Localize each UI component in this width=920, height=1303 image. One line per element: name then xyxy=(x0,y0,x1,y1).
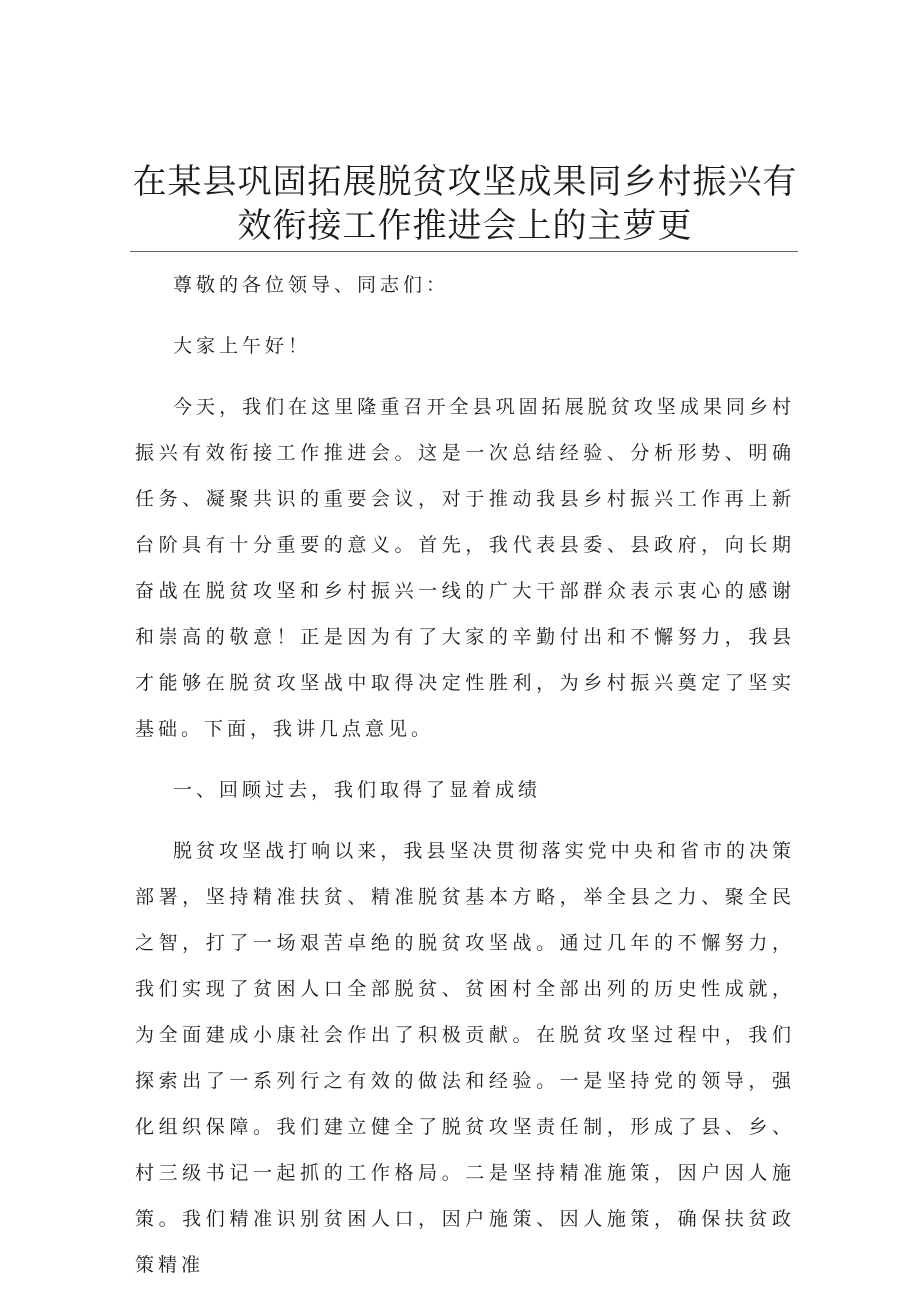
document-title: 在某县巩固拓展脱贫攻坚成果同乡村振兴有效衔接工作推进会上的主萝更 xyxy=(132,162,798,246)
title-divider xyxy=(130,251,798,252)
document-body xyxy=(135,262,795,1303)
greeting-paragraph: 大家上午好！ xyxy=(173,335,312,357)
opening-paragraph: 今天，我们在这里隆重召开全县巩固拓展脱贫攻坚成果同乡村振兴有效衔接工作推进会。这是一次总结经验、分析形势、明确任务、凝聚共识的重要会议，对于推动我县乡村振兴工作再上新台阶具有十分重要的意义。首先，我代表县委、县政府，向长期奋战在脱贫攻坚和乡村振兴一线的广大干部群众表示衷心的感谢和崇高的敬意！正是因为有了大家的辛勤付出和不懈努力，我县才能够在脱贫攻坚战中取得决定性胜利，为乡村振兴奠定了坚实基础。下面，我讲几点意见。 xyxy=(135,396,795,740)
salutation-paragraph: 尊敬的各位领导、同志们： xyxy=(173,274,450,296)
body-paragraph: 脱贫攻坚战打响以来，我县坚决贯彻落实党中央和省市的决策部署，坚持精准扶贫、精准脱贫基本方略，举全县之力、聚全民之智，打了一场艰苦卓绝的脱贫攻坚战。通过几年的不懈努力，我们实现了贫困人口全部脱贫、贫困村全部出列的历史性成就，为全面建成小康社会作出了积极贡献。在脱贫攻坚过程中，我们探索出了一系列行之有效的做法和经验。一是坚持党的领导，强化组织保障。我们建立健全了脱贫攻坚责任制，形成了县、乡、村三级书记一起抓的工作格局。二是坚持精准施策，因户因人施策。我们精准识别贫困人口，因户施策、因人施策，确保扶贫政策精准 xyxy=(135,840,795,1276)
section-heading: 一、回顾过去，我们取得了显着成绩 xyxy=(173,779,542,801)
